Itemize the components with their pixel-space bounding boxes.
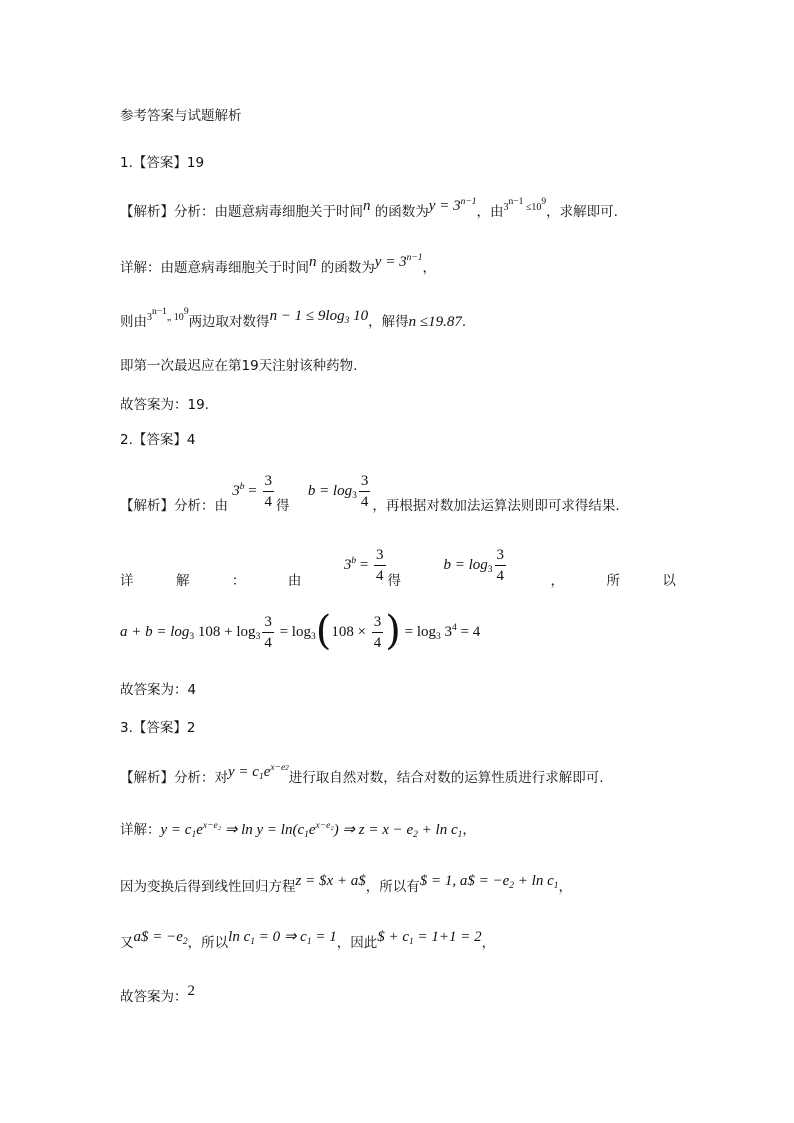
q2-detail-log-eq: [443, 545, 508, 586]
q3-detail2-math: [420, 873, 559, 889]
q3-detail1-s4: 1: [457, 830, 463, 840]
q3-detail3-t3: = 0 ⇒ c: [254, 929, 307, 945]
q1-analysis-base-sup: n−1: [508, 197, 524, 207]
q1-analysis-y-sup: n−1: [460, 197, 477, 207]
q2-detail-w1: 详: [120, 572, 134, 589]
q2-detail-den2: 4: [496, 568, 505, 585]
q2-analysis-de: 得: [276, 498, 290, 514]
q3-detail3-ln: [228, 929, 337, 945]
q3-detail3-mid: ，所以: [187, 935, 229, 951]
q2-sum-den2: 4: [373, 635, 382, 652]
q2-analysis-pow-sup: b: [239, 482, 245, 492]
q2-answer-label: 2.【答案】4: [120, 432, 196, 448]
q2-sum-den: 4: [264, 635, 272, 652]
q1-detail2-base: 3: [147, 312, 152, 323]
q3-detail1-t6: + ln c: [417, 822, 458, 838]
q3-detail-2: [120, 873, 572, 897]
q1-detail1-suffix: ，: [422, 260, 436, 276]
q3-analysis-eq: [228, 764, 289, 780]
q1-detail1-n: n: [309, 254, 317, 270]
q1-analysis: [120, 197, 618, 224]
q3-analysis-suffix: 进行取自然对数，结合对数的运算性质进行求解即可.: [288, 770, 604, 786]
q3-detail1-s2: 1: [304, 830, 309, 840]
q1-detail2-log-ineq: [270, 308, 369, 324]
q3-detail2-s1: 2: [509, 881, 515, 891]
q2-detail-fraction: [374, 545, 386, 586]
q3-detail3-t4: = 1: [311, 929, 337, 945]
q2-analysis-fraction: [263, 471, 275, 512]
q2-sum-equation: [120, 609, 480, 655]
q2-detail-b-eq: b = log: [443, 557, 488, 573]
q2-detail-den: 4: [376, 568, 384, 585]
q3-detail2-mid: ，所以有: [365, 879, 420, 895]
q2-analysis-prefix: 【解析】分析：由: [120, 498, 228, 514]
q2-sum-fraction: [262, 612, 274, 653]
q3-detail3-t2: ln c: [228, 929, 251, 945]
q3-detail1-suffix: ，: [462, 822, 476, 838]
q1-detail1-y-eq: y = 3: [374, 254, 407, 270]
q2-analysis-suffix: ，再根据对数加法运算法则即可求得结果.: [372, 498, 620, 514]
q2-sum-t3: 108 ×: [331, 624, 370, 640]
q2-detail: [120, 547, 676, 601]
q3-detail3-t5: $ + c: [377, 929, 409, 945]
q2-detail-fraction-2: [495, 545, 507, 586]
q3-detail2-s2: 1: [553, 881, 559, 891]
q1-detail2-mid2: ，解得: [368, 314, 409, 330]
q2-analysis-b-eq: b = log: [307, 483, 353, 499]
q2-analysis-pow-eq: [232, 471, 276, 512]
q1-analysis-n: n: [363, 198, 371, 214]
q3-detail-3: [120, 929, 496, 953]
q3-detail1-prefix: 详解：: [120, 822, 161, 838]
q1-analysis-suffix: ，求解即可.: [546, 204, 618, 220]
q2-detail-pow-lhs: 3: [343, 557, 352, 573]
q1-analysis-mid2: ，由: [476, 204, 504, 220]
q1-detail1-function: [375, 254, 423, 270]
q1-detail2-result: n ≤19.87: [408, 314, 462, 330]
q2-sum-fraction-2: [372, 612, 384, 653]
q1-answer-label: 1.【答案】19: [120, 155, 205, 171]
q2-analysis-pow-lhs: 3: [232, 483, 240, 499]
q2-sum-s3: 3: [310, 632, 316, 642]
q3-detail1-t2: e: [196, 822, 203, 838]
q1-detail2-inequality: [147, 307, 189, 323]
q3-final-value: 2: [187, 983, 195, 999]
q1-detail-3: 即第一次最迟应在第19天注射该种药物.: [120, 358, 358, 374]
q2-detail-pow-sup: b: [351, 556, 357, 566]
q3-answer-label: 3.【答案】2: [120, 720, 196, 736]
q2-sum-left-paren: (: [315, 607, 332, 654]
q3-detail2-suffix: ，: [558, 879, 572, 895]
q3-analysis-e-sup: x−e: [270, 763, 286, 773]
q1-detail2-log-sub: 3: [344, 316, 350, 326]
q3-detail1-s3: 2: [413, 830, 418, 840]
q3-detail1-t1: y = c: [160, 822, 192, 838]
q3-detail1-sup2: x−e₂: [315, 821, 334, 831]
q3-detail3-mid2: ，因此: [336, 935, 378, 951]
q3-detail3-suffix: ，: [481, 935, 496, 951]
q1-detail2-rel-sup: 9: [183, 307, 189, 317]
q2-analysis-num2: 3: [359, 471, 371, 492]
q3-analysis-e-sup-sub: 2: [285, 764, 289, 772]
q1-final: 故答案为：19.: [120, 397, 209, 413]
q3-final: [120, 983, 195, 1007]
q1-detail-2: [120, 307, 467, 334]
q2-detail-num2: 3: [495, 545, 507, 566]
q2-detail-de: 得: [387, 572, 402, 589]
q2-sum-right-paren: ): [385, 607, 401, 654]
q3-detail2-t1: $ = 1, a$ = −e: [419, 873, 510, 889]
q3-analysis-prefix: 【解析】分析：对: [120, 770, 228, 786]
q2-detail-w4: 由: [287, 572, 302, 589]
q1-detail2-suffix: .: [461, 314, 467, 330]
q2-detail-pow-group: [343, 547, 402, 601]
q1-detail2-ineq-rest: 10: [349, 308, 369, 324]
q2-sum-s1: 3: [189, 632, 195, 642]
q3-analysis-c-sub: 1: [258, 772, 264, 782]
q1-analysis-rel: ≤10: [523, 202, 542, 213]
q1-analysis-mid: 的函数为: [370, 204, 429, 220]
q2-analysis-num: 3: [263, 471, 275, 492]
q3-analysis-e: e: [263, 764, 271, 780]
q3-detail1-sup1: x−e₂: [202, 821, 222, 831]
q2-analysis-den2: 4: [360, 494, 369, 511]
q2-sum-s4: 3: [436, 632, 441, 642]
q3-final-prefix: 故答案为：: [120, 989, 188, 1005]
q3-detail1-math: [161, 822, 463, 838]
q1-analysis-inequality: [503, 197, 547, 213]
q1-detail-1: [120, 253, 436, 278]
q3-detail3-sum: [377, 929, 481, 945]
q3-detail3-s3: 1: [306, 937, 312, 947]
q2-detail-pow-eq: [344, 545, 388, 586]
q2-analysis-log-sub: 3: [352, 491, 357, 501]
q2-detail-w3: ：: [231, 572, 246, 589]
q3-detail-1: [120, 820, 476, 840]
q2-detail-log-sub: 3: [487, 565, 493, 575]
q3-analysis: [120, 763, 604, 788]
q2-detail-eq: =: [356, 557, 373, 573]
q1-detail1-prefix: 详解：由题意病毒细胞关于时间: [120, 260, 309, 276]
q2-detail-w5: ，: [550, 572, 564, 589]
q3-detail1-s1: 1: [191, 830, 197, 840]
q3-detail3-s4: 1: [409, 937, 414, 947]
q2-analysis-log-eq: [308, 471, 373, 512]
q3-analysis-e-sup-group: [270, 763, 288, 773]
q3-detail3-t1: a$ = −e: [133, 929, 183, 945]
q1-detail2-prefix: 则由: [120, 314, 147, 330]
q1-detail2-base-sup: n−1: [152, 307, 167, 317]
q3-detail1-t5: ) ⇒ z = x − e: [333, 822, 414, 838]
q3-detail3-s1: 2: [182, 937, 188, 947]
q2-sum-t5: 3: [440, 624, 453, 640]
q2-analysis: [120, 473, 620, 527]
q1-analysis-prefix: 【解析】分析：由题意病毒细胞关于时间: [120, 204, 363, 220]
q1-detail2-ineq: n − 1 ≤ 9log: [269, 308, 345, 324]
q1-analysis-rel-sup: 9: [541, 197, 547, 207]
q2-detail-w7: 以: [662, 572, 676, 589]
q2-sum-t6: = 4: [456, 624, 481, 640]
q2-detail-w6: 所: [606, 572, 620, 589]
q3-detail2-prefix: 因为变换后得到线性回归方程: [120, 879, 296, 895]
q3-detail2-t2: + ln c: [514, 873, 554, 889]
q2-sum-t1: 108 + log: [194, 624, 256, 640]
q1-analysis-base: 3: [503, 202, 509, 213]
q1-detail2-rel: „ 10: [166, 312, 184, 323]
q1-detail1-y-sup: n−1: [406, 253, 423, 263]
q2-analysis-eq: =: [244, 483, 261, 499]
q2-analysis-den: 4: [264, 494, 273, 511]
q1-analysis-y-eq: y = 3: [428, 198, 461, 214]
q3-detail3-a: [134, 929, 188, 945]
q2-detail-num: 3: [374, 545, 386, 566]
q3-detail3-t6: = 1+1 = 2: [413, 929, 482, 945]
q2-sum-num: 3: [262, 612, 274, 633]
q2-sum-t2: = log: [275, 624, 311, 640]
q1-detail2-mid: 两边取对数得: [188, 314, 270, 330]
q2-analysis-fraction-2: [359, 471, 371, 512]
q3-detail3-prefix: 又: [120, 935, 134, 951]
q2-sum-lhs: a + b = log: [120, 624, 190, 640]
q2-sum-s2: 3: [255, 632, 261, 642]
q2-detail-w2: 解: [175, 572, 190, 589]
page-title: 参考答案与试题解析: [120, 108, 242, 124]
q2-sum-sup5: 4: [452, 623, 457, 633]
q3-detail1-t4: e: [308, 822, 316, 838]
q2-final: 故答案为：4: [120, 682, 197, 698]
q2-sum-num2: 3: [372, 612, 384, 633]
q3-detail1-t3: ⇒ ln y = ln(c: [221, 822, 305, 838]
q1-analysis-function: [429, 198, 477, 214]
q3-analysis-eq-text: y = c: [228, 764, 259, 780]
q3-detail3-s2: 1: [250, 937, 255, 947]
q2-sum-t4: = log: [400, 624, 437, 640]
q1-detail1-mid: 的函数为: [316, 260, 375, 276]
q3-detail2-eq: z = $x + a$: [295, 873, 366, 889]
